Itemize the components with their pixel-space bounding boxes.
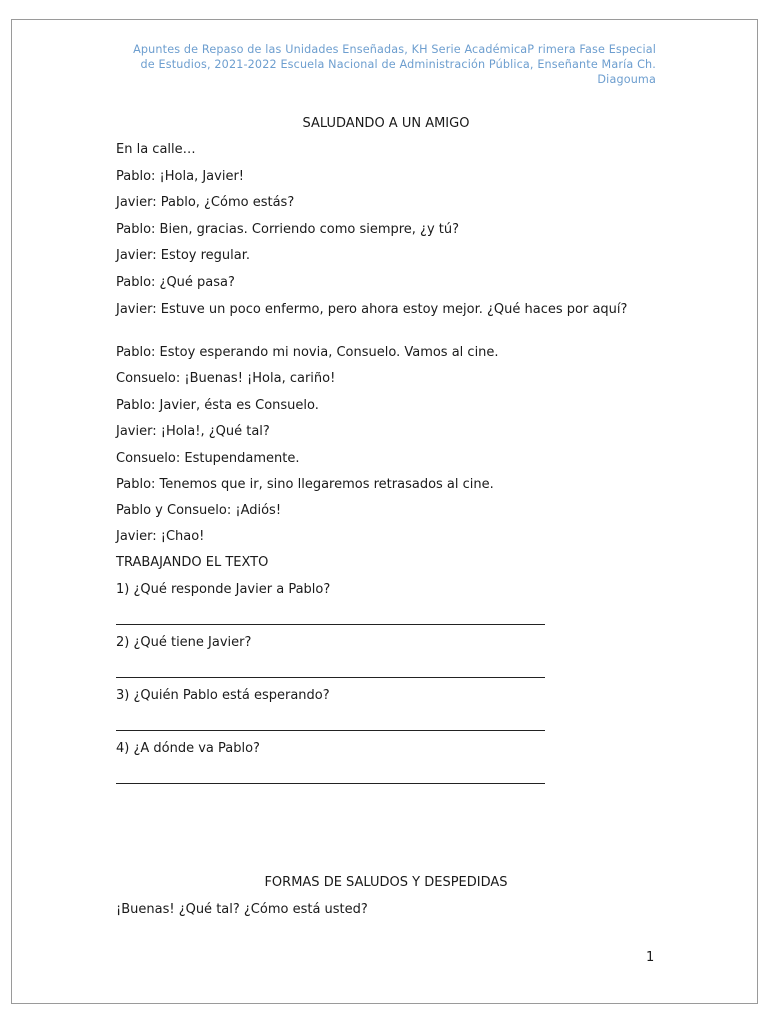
dialogue-line: Pablo: ¿Qué pasa? (116, 275, 235, 290)
dialogue-line: Javier: ¡Hola!, ¿Qué tal? (116, 424, 270, 439)
exercise-heading: TRABAJANDO EL TEXTO (116, 555, 269, 570)
dialogue-line: Javier: Pablo, ¿Cómo estás? (116, 195, 295, 210)
question: 1) ¿Qué responde Javier a Pablo? (116, 582, 331, 597)
answer-blank (116, 624, 545, 625)
answer-blank (116, 783, 545, 784)
question: 2) ¿Qué tiene Javier? (116, 635, 252, 650)
dialogue-line: Javier: Estuve un poco enfermo, pero ahora estoy mejor. ¿Qué haces por aquí? (116, 302, 628, 317)
question: 3) ¿Quién Pablo está esperando? (116, 688, 330, 703)
dialogue-line: Javier: ¡Chao! (116, 529, 205, 544)
document-page (11, 19, 758, 1004)
dialogue-line: Pablo: Tenemos que ir, sino llegaremos retrasados al cine. (116, 477, 494, 492)
page-header: Apuntes de Repaso de las Unidades Enseñadas, KH Serie AcadémicaP rimera Fase Especial de Estudios, 2021-2022 Escuela Nacional de Administración Pública, Enseñante María Ch. Diagouma (133, 43, 656, 86)
dialogue-line: En la calle… (116, 142, 196, 157)
dialogue-line: Consuelo: ¡Buenas! ¡Hola, cariño! (116, 371, 336, 386)
dialogue-line: Pablo: Javier, ésta es Consuelo. (116, 398, 319, 413)
dialogue-line: Pablo y Consuelo: ¡Adiós! (116, 503, 282, 518)
dialogue-line: Consuelo: Estupendamente. (116, 451, 300, 466)
greeting-line: ¡Buenas! ¿Qué tal? ¿Cómo está usted? (116, 902, 368, 917)
section-title: SALUDANDO A UN AMIGO (302, 116, 470, 131)
dialogue-line: Javier: Estoy regular. (116, 248, 251, 263)
answer-blank (116, 730, 545, 731)
dialogue-line: Pablo: Bien, gracias. Corriendo como siempre, ¿y tú? (116, 222, 460, 237)
page-number: 1 (646, 950, 655, 965)
dialogue-line: Pablo: ¡Hola, Javier! (116, 169, 244, 184)
section-title: FORMAS DE SALUDOS Y DESPEDIDAS (264, 875, 508, 890)
dialogue-line: Pablo: Estoy esperando mi novia, Consuelo. Vamos al cine. (116, 345, 499, 360)
answer-blank (116, 677, 545, 678)
question: 4) ¿A dónde va Pablo? (116, 741, 260, 756)
